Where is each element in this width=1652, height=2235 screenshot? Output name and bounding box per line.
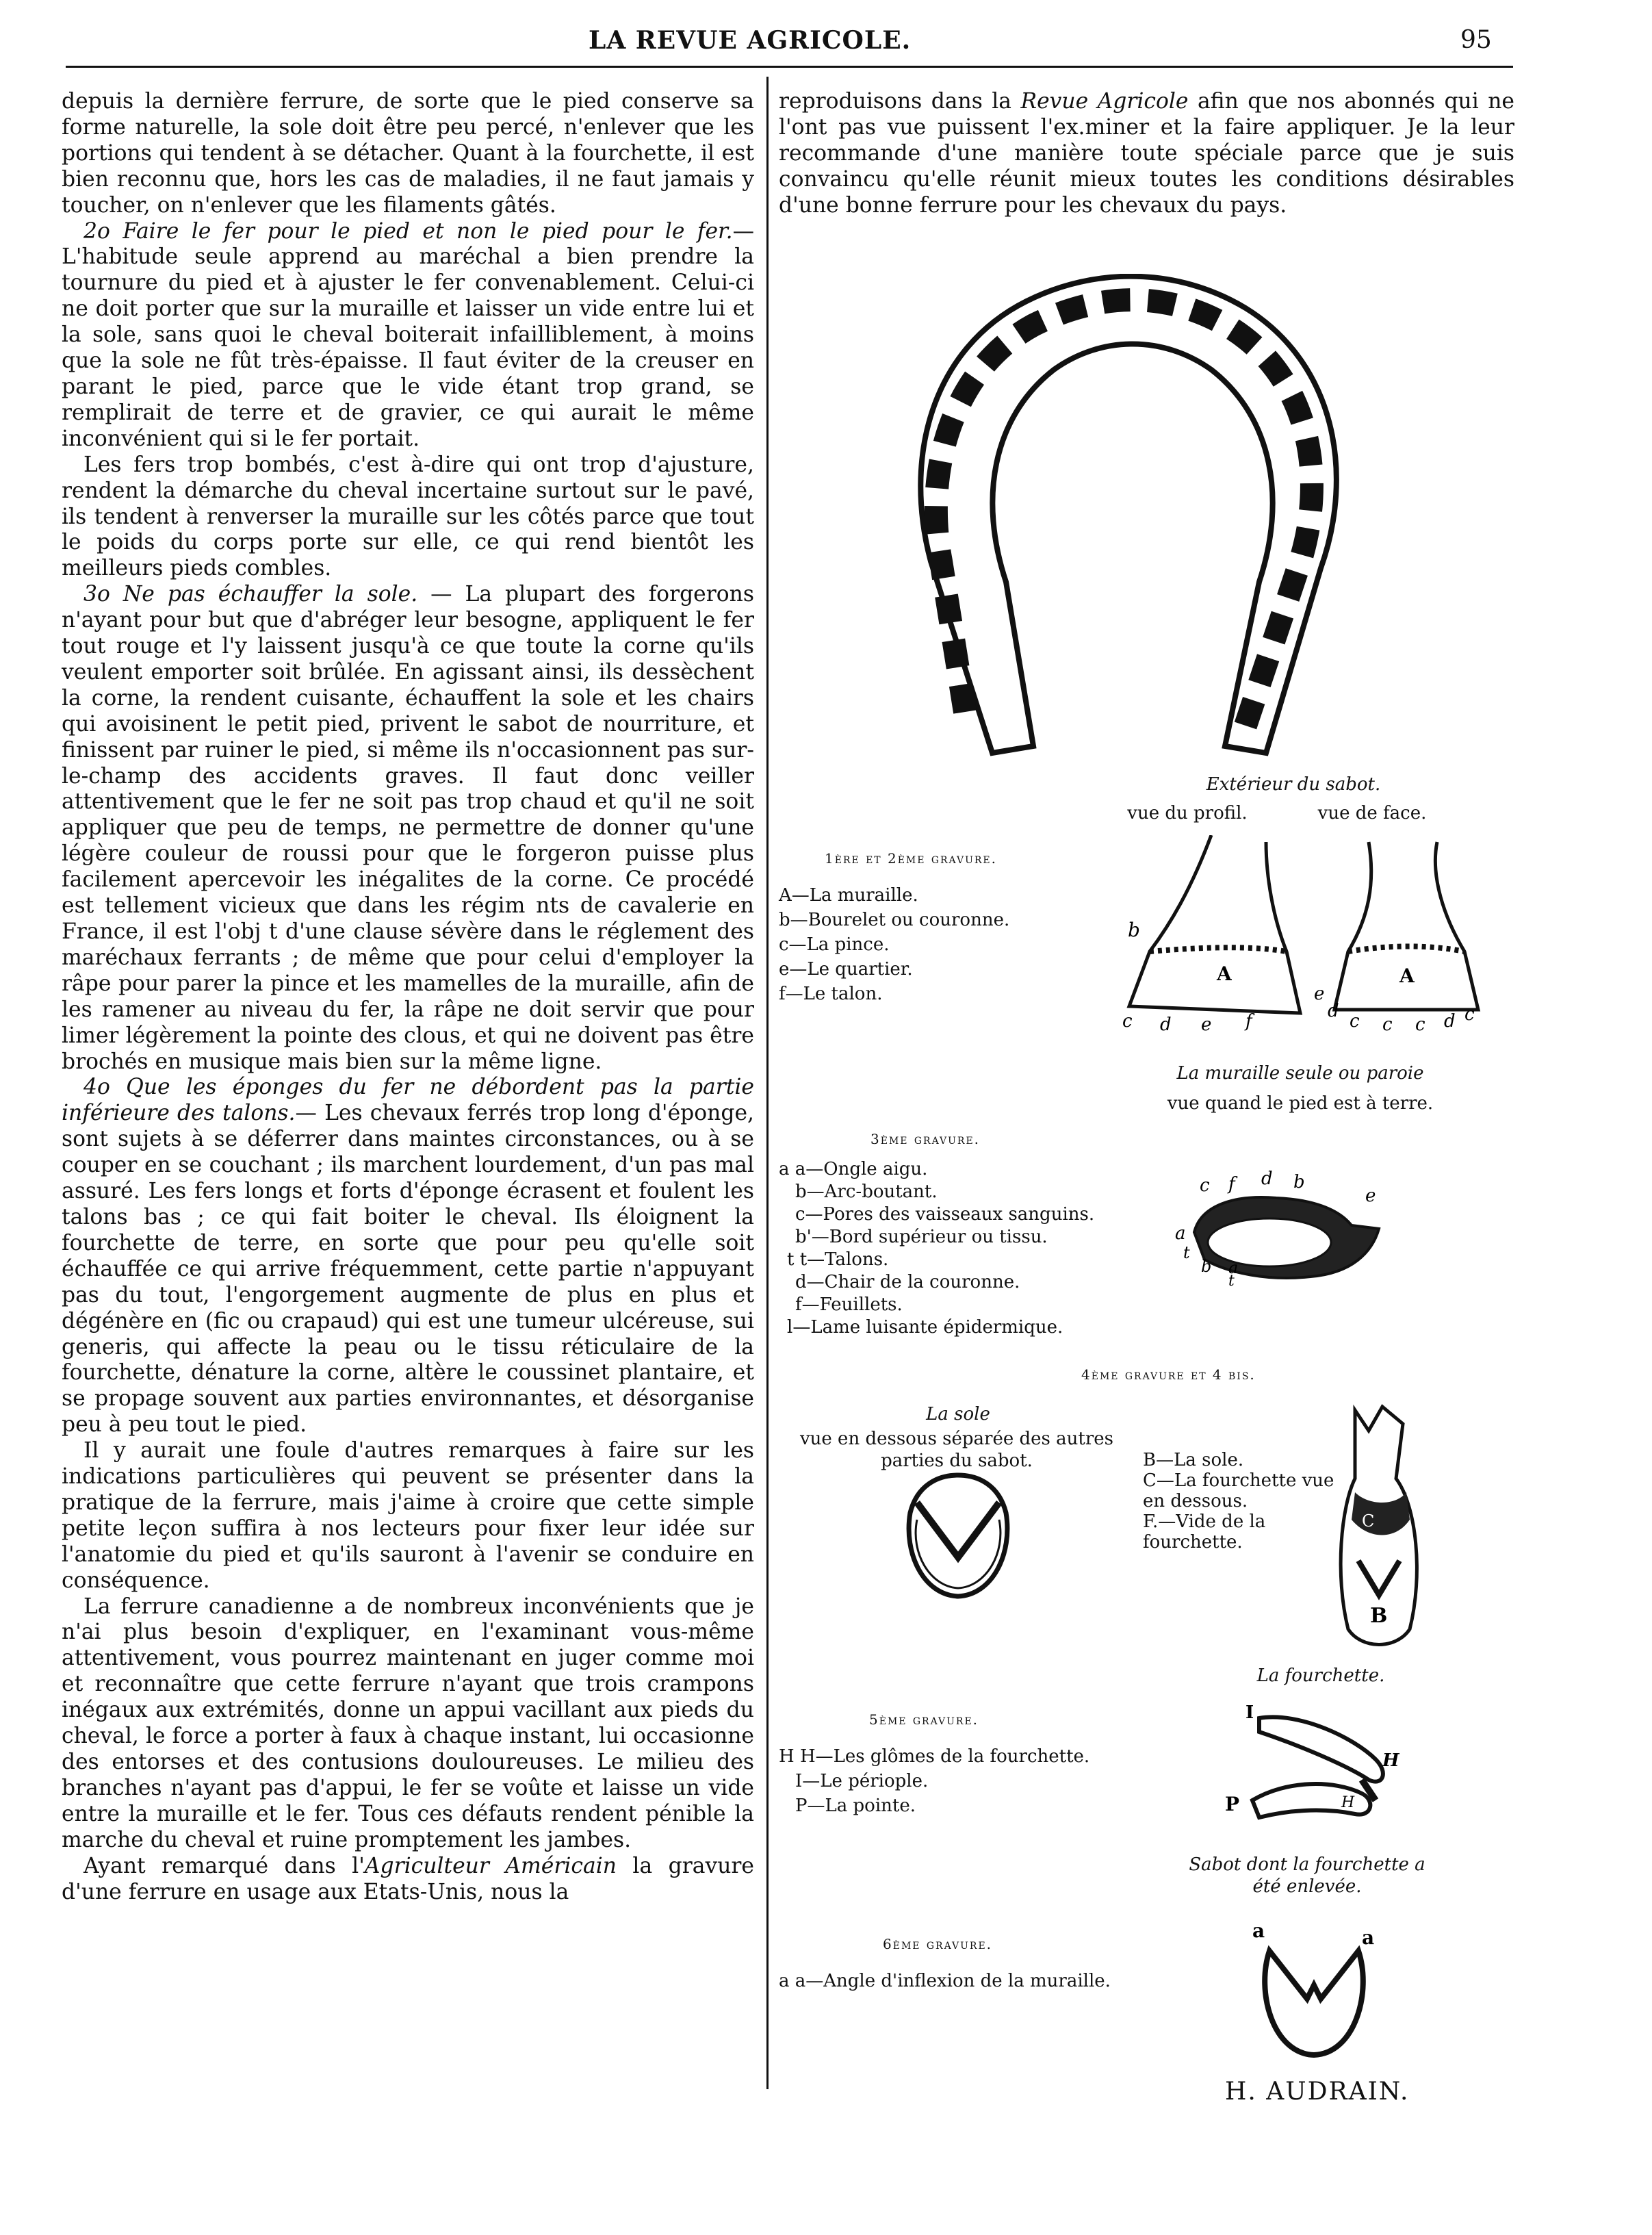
- fig1-letter: e: [1314, 984, 1325, 1004]
- fig5-letter: H: [1341, 1794, 1355, 1811]
- hoof-wall-illustration: [1174, 1150, 1393, 1287]
- grav6-legend: [779, 1969, 1111, 1993]
- journal-name: Revue Agricole: [1020, 89, 1189, 114]
- column-rule: [766, 77, 769, 2089]
- wall-v-shape: [1265, 1951, 1363, 2055]
- fig2-letter: d: [1261, 1168, 1273, 1189]
- fig1-letter: A: [1217, 962, 1232, 985]
- fig1-letter: c: [1382, 1014, 1393, 1034]
- grav4-title: 4ème gravure et 4 bis.: [1081, 1366, 1256, 1383]
- paragraph-8: [62, 1854, 754, 1906]
- legend-item: d—Chair de la couronne.: [795, 1272, 1020, 1292]
- fig2-letter: f: [1228, 1174, 1235, 1195]
- fig6-letter: a: [1362, 1926, 1375, 1949]
- legend-item: c—Pores des vaisseaux sanguins.: [795, 1204, 1095, 1225]
- fig1-letter: f: [1246, 1011, 1252, 1032]
- legend-item: C—La fourchette vue en dessous.: [1143, 1470, 1334, 1511]
- paragraph-7: La ferrure canadienne a de nombreux inconvénients que je n'ai plus besoin d'expliquer, en l'examinant vous-même attentivement, vous pourrez maintenant en juger comme moi et reconnaître que cette ferrure n'ayant que trois crampons inégaux aux extrémités, donne un appui vacillant aux pieds du cheval, le force a porter à faux à chaque instant, lui occasionne des entorses et des contusions douloureuses. Le milieu des branches n'ayant pas d'appui, le fer se voûte et laisse un vide entre la muraille et le fer. Tous ces défauts rendent pénible la marche du cheval et ruine promptement les jambes.: [62, 1594, 754, 1852]
- fig1-letter: d: [1328, 1001, 1339, 1021]
- legend-item: H H—Les glômes de la fourchette.: [779, 1746, 1090, 1767]
- fig1-letter: d: [1444, 1011, 1456, 1032]
- legend-item: F.—Vide de la fourchette.: [1143, 1511, 1266, 1553]
- grav4-legend: [1143, 1450, 1334, 1553]
- hoof-exterior-illustration: [1109, 835, 1492, 1034]
- rule-2-heading: 2o Faire le fer pour le pied et non le pied pour le fer.: [83, 218, 733, 244]
- grav6-title: 6ème gravure.: [883, 1936, 993, 1952]
- intro-pre: reproduisons dans la: [779, 89, 1021, 114]
- legend-item: I—Le périople.: [795, 1771, 929, 1791]
- paragraph-4: [62, 582, 754, 1075]
- legend-item: t t—Talons.: [787, 1249, 889, 1270]
- wall-inflection-illustration: [1232, 1910, 1396, 2067]
- legend-item: b'—Bord supérieur ou tissu.: [795, 1227, 1048, 1247]
- legend-item: c—La pince.: [779, 934, 890, 955]
- legend-item: f—Le talon.: [779, 984, 883, 1004]
- fig5-letter: H: [1382, 1750, 1399, 1771]
- grav3-legend: [779, 1158, 1094, 1339]
- fig1-letter: b: [1128, 919, 1140, 941]
- rule-3-heading: 3o Ne pas échauffer la sole.: [83, 582, 418, 607]
- wall-inner: [1208, 1218, 1331, 1266]
- fig6-letter: a: [1252, 1919, 1265, 1942]
- fig2-letter: b: [1293, 1172, 1305, 1192]
- author-signature: H. AUDRAIN.: [1225, 2078, 1410, 2106]
- paragraph-5-body: — Les chevaux ferrés trop long d'éponge, sont sujets à se déferrer dans maintes circonstances, ou à se couper en se couchant ; ils marchent lourdement, d'un pas mal assuré. Les fers longs et forts d'éponge écrasent et foulent les talons bas ; ce qui fait boiter le cheval. Ils éloignent la fourchette de terre, en sorte que pour peu qu'elle soit échauffée ce qui arrive fréquemment, cette partie n'appuyant pas du tout, l'engorgement augmente de plus en plus et dégénère en (fic ou crapaud) qui est une tumeur ulcéreuse, sui generis, qui affecte la peau ou le tissu réticulaire de la fourchette, dénature la corne, altère le coussinet plantaire, et se propage souvent aux parties environnantes, et désorganise peu à peu tout le pied.: [62, 1101, 754, 1438]
- legend-item: b—Arc-boutant.: [795, 1182, 938, 1202]
- left-column: [62, 89, 754, 1905]
- legend-item: e—Le quartier.: [779, 959, 913, 980]
- fourchette-caption: La fourchette.: [1256, 1665, 1385, 1686]
- grav5-title: 5ème gravure.: [869, 1711, 979, 1728]
- legend-item: A—La muraille.: [779, 885, 918, 906]
- intro-post: afin que nos abonnés qui ne l'ont pas vue puissent l'ex.miner et la faire appliquer. Je la leur recommande d'une manière toute spéciale parce que je suis convaincu qu'elle réunit mieux toutes les conditions désirables d'une bonne ferrure pour les chevaux du pays.: [779, 89, 1515, 218]
- fig1-letter: d: [1160, 1014, 1172, 1034]
- fig1-caption: Extérieur du sabot.: [1206, 774, 1381, 795]
- paragraph-2: [62, 219, 754, 452]
- paragraph-1: depuis la dernière ferrure, de sorte que le pied conserve sa forme naturelle, la sole doit être peu percé, n'enlever que les portions qui tendent à se détacher. Quant à la fourchette, il est bien reconnu que, hors les cas de maladies, il ne faut jamais y toucher, on n'enlever que les filaments gâtés.: [62, 89, 754, 218]
- profile-coronet: [1150, 947, 1287, 952]
- fig1-view-face: vue de face.: [1317, 803, 1427, 823]
- fig2-caption: La muraille seule ou paroie: [1176, 1063, 1424, 1084]
- horseshoe-illustration: [903, 274, 1355, 767]
- intro-paragraph: [779, 89, 1514, 219]
- fig2-letter: a: [1228, 1258, 1239, 1277]
- fig4-letter: B: [1370, 1604, 1388, 1628]
- fig2-letter: t: [1228, 1273, 1235, 1287]
- rule-4-heading: 4o Que les éponges du fer ne débordent pas la partie inférieure des talons.: [62, 1075, 754, 1126]
- fig1-letter: c: [1122, 1011, 1133, 1032]
- fig2-letter: a: [1175, 1223, 1186, 1244]
- face-coronet: [1348, 947, 1464, 952]
- fig5-caption: Sabot dont la fourchette a été enlevée.: [1189, 1854, 1425, 1897]
- paragraph-2-body: — L'habitude seule apprend au maréchal a bien prendre la tournure du pied et à ajuster le fer convenablement. Celui-ci ne doit porter que sur la muraille et laisser un vide entre lui et la sole, sans quoi le cheval boiterait infailliblement, à moins que la sole ne fût très-épaisse. Il faut éviter de la creuser en parant le pied, parce que le vide étant trop grand, se remplirait de terre et de gravier, ce qui aurait le même inconvénient qui si le fer portait.: [62, 218, 754, 451]
- fig2-letter: b: [1201, 1257, 1212, 1276]
- running-title: LA REVUE AGRICOLE.: [589, 26, 912, 55]
- grav3-title: 3ème gravure.: [870, 1131, 981, 1147]
- paragraph-3: Les fers trop bombés, c'est à-dire qui ont trop d'ajusture, rendent la démarche du cheval incertaine surtout sur le pavé, ils tendent à renverser la muraille sur les côtés parce que tout le poids du corps porte sur elle, ce qui rend bientôt les meilleurs pieds combles.: [62, 452, 754, 581]
- legend-item: b—Bourelet ou couronne.: [779, 910, 1010, 930]
- grav5-legend: [779, 1744, 1089, 1818]
- header-rule: [66, 66, 1513, 68]
- fig5-letter: P: [1225, 1793, 1240, 1815]
- profile-hoof: [1129, 835, 1300, 1013]
- grav12-legend: [779, 883, 1009, 1006]
- fig1-letter: c: [1350, 1011, 1360, 1032]
- paragraph-6: Il y aurait une foule d'autres remarques à faire sur les indications particulières qui peuvent se présenter dans la pratique de la ferrure, mais j'aime à croire que cette simple petite leçon suffira à nos lecteurs pour fixer leur idée sur l'anatomie du pied et qu'ils sauront à l'avenir se conduire en conséquence.: [62, 1438, 754, 1593]
- sole-illustration: [896, 1472, 1020, 1602]
- grav12-title: 1ère et 2ème gravure.: [825, 850, 997, 867]
- fig1-view-profile: vue du profil.: [1127, 803, 1248, 823]
- sole-outline: [909, 1475, 1007, 1596]
- paragraph-8-body: Ayant remarqué dans l'Agriculteur Américain la gravure d'une ferrure en usage aux Etats-Unis, nous la: [62, 1853, 754, 1904]
- legend-item: B—La sole.: [1143, 1450, 1244, 1470]
- legend-item: a a—Ongle aigu.: [779, 1159, 928, 1179]
- legend-item: P—La pointe.: [795, 1796, 916, 1816]
- fig5-letter: I: [1246, 1702, 1254, 1723]
- fig1-letter: A: [1399, 965, 1415, 987]
- sole-subcaption: vue en dessous séparée des autres parties du sabot.: [799, 1429, 1114, 1471]
- fig4-letter: C: [1362, 1511, 1375, 1531]
- legend-item: f—Feuillets.: [795, 1294, 903, 1315]
- paragraph-5: [62, 1075, 754, 1438]
- paragraph-4-body: — La plupart des forgerons n'ayant pour but que d'abréger leur besogne, appliquent le fer tout rouge et l'y laissent jusqu'à ce que toute la corne qu'ils veulent emporter soit brûlée. En agissant ainsi, ils dessèchent la corne, la rendent cuisante, échauffent la sole et les chairs qui avoisinent le petit pied, privent le sabot de nourriture, et finissent par ruiner le pied, si même ils n'occasionnent pas sur-le-champ des accidents graves. Il faut donc veiller attentivement que le fer ne soit pas trop chaud et qu'il ne soit appliquer que peu de temps, ne permettre de donner qu'une légère couleur de roussi pour que le forgeron puisse plus facilement apercevoir les inégalites de la corne. Ce procédé est tellement vicieux que dans les régim nts de cavalerie en France, il est l'obj t d'une clause sévère dans le réglement des maréchaux ferrants ; de même que pour celui d'employer la râpe pour parer la pince et les mamelles de la muraille, afin de les ramener au niveau du fer, la râpe ne doit servir que pour limer légèrement la pointe des clous, et qui ne doivent pas être brochés en musique mais bien sur la même ligne.: [62, 582, 754, 1074]
- fig2-subcaption: vue quand le pied est à terre.: [1167, 1093, 1434, 1114]
- legend-item: l—Lame luisante épidermique.: [787, 1317, 1063, 1338]
- frog-underside-illustration: [1328, 1403, 1430, 1650]
- legend-item: a a—Angle d'inflexion de la muraille.: [779, 1971, 1111, 1991]
- fig1-letter: e: [1201, 1014, 1212, 1034]
- fig1-letter: c: [1464, 1004, 1475, 1025]
- sole-caption: La sole: [926, 1404, 990, 1425]
- frog-profile-illustration: [1218, 1698, 1417, 1835]
- fig2-letter: e: [1365, 1186, 1376, 1206]
- fig2-letter: t: [1183, 1243, 1190, 1262]
- horseshoe-outline: [920, 277, 1337, 753]
- fig1-letter: c: [1415, 1014, 1425, 1034]
- journal-name-american: Agriculteur Américain: [364, 1853, 617, 1878]
- page-number: 95: [1460, 26, 1492, 54]
- right-column-intro: [779, 89, 1514, 219]
- fig2-letter: c: [1200, 1175, 1210, 1196]
- frog-upper: [1259, 1717, 1383, 1781]
